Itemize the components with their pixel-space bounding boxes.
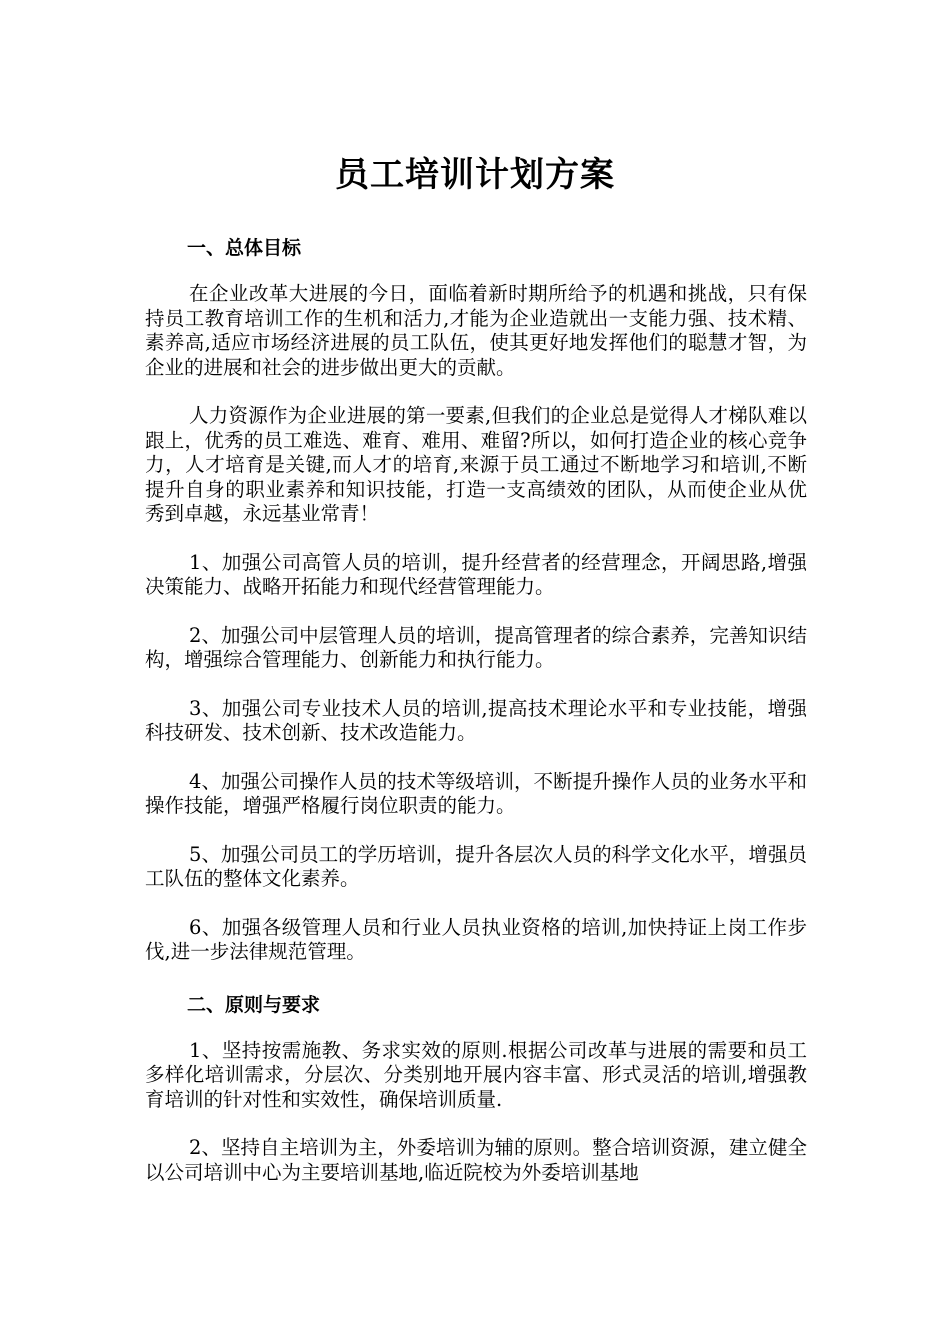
list-item-5: 5、加强公司员工的学历培训，提升各层次人员的科学文化水平，增强员工队伍的整体文化素养。	[145, 842, 807, 890]
list-item-4: 4、加强公司操作人员的技术等级培训，不断提升操作人员的业务水平和操作技能，增强严格履行岗位职责的能力。	[145, 769, 807, 817]
list-item-3: 3、加强公司专业技术人员的培训,提高技术理论水平和专业技能，增强科技研发、技术创新、技术改造能力。	[145, 696, 807, 744]
principle-item-2: 2、坚持自主培训为主，外委培训为辅的原则。整合培训资源，建立健全以公司培训中心为主要培训基地,临近院校为外委培训基地	[145, 1136, 807, 1184]
section-heading-goals: 一、总体目标	[187, 237, 302, 259]
principle-item-1: 1、坚持按需施教、务求实效的原则.根据公司改革与进展的需要和员工多样化培训需求，分层次、分类别地开展内容丰富、形式灵活的培训,增强教育培训的针对性和实效性，确保培训质量.	[145, 1038, 807, 1111]
list-item-2: 2、加强公司中层管理人员的培训，提高管理者的综合素养，完善知识结构，增强综合管理能力、创新能力和执行能力。	[145, 623, 807, 671]
list-item-6: 6、加强各级管理人员和行业人员执业资格的培训,加快持证上岗工作步伐,进一步法律规范管理。	[145, 915, 807, 963]
paragraph: 人力资源作为企业进展的第一要素,但我们的企业总是觉得人才梯队难以跟上，优秀的员工难选、难育、难用、难留?所以，如何打造企业的核心竞争力，人才培育是关键,而人才的培育,来源于员工通过不断地学习和培训,不断提升自身的职业素养和知识技能，打造一支高绩效的团队，从而使企业从优秀到卓越，永远基业常青！	[145, 404, 807, 525]
document-body	[145, 232, 807, 1185]
section-heading-principles: 二、原则与要求	[187, 993, 321, 1016]
paragraph: 在企业改革大进展的今日，面临着新时期所给予的机遇和挑战，只有保持员工教育培训工作的生机和活力,才能为企业造就出一支能力强、技术精、素养高,适应市场经济进展的员工队伍，使其更好地发挥他们的聪慧才智，为企业的进展和社会的进步做出更大的贡献。	[145, 282, 807, 379]
document-title: 员工培训计划方案	[335, 155, 615, 195]
list-item-1: 1、加强公司高管人员的培训，提升经营者的经营理念，开阔思路,增强决策能力、战略开拓能力和现代经营管理能力。	[145, 550, 807, 598]
